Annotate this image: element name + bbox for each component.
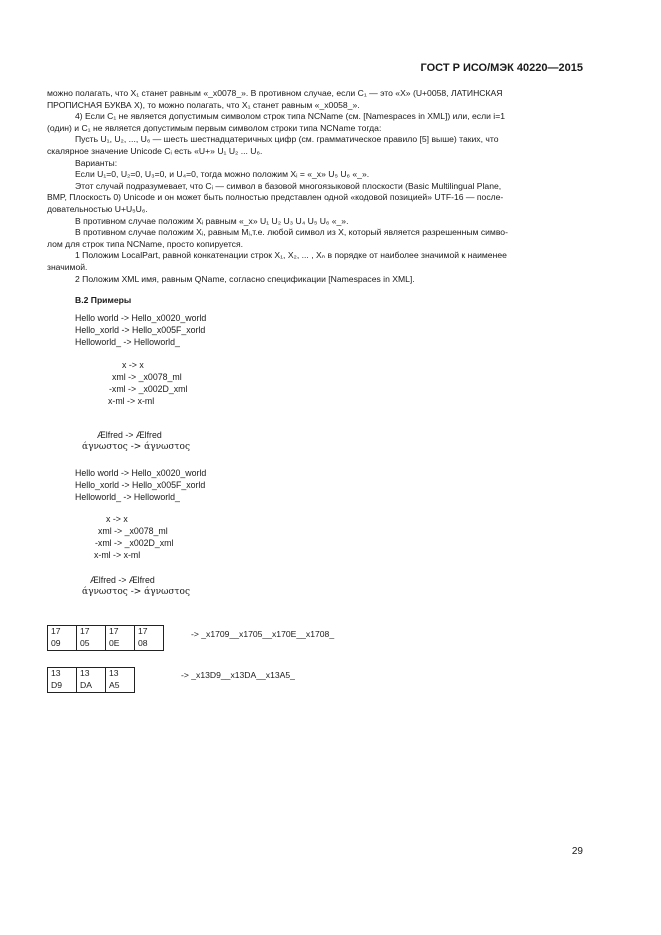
paragraph-line: ПРОПИСНАЯ БУКВА X), то можно полагать, что X₁ станет равным «_x0058_». [47,99,360,110]
paragraph-line: можно полагать, что X₁ станет равным «_x0078_». В противном случае, если C₁ — это «X» (U+0058, ЛАТИНСКАЯ [47,88,503,98]
example-line: Hello world -> Hello_x0020_world [75,468,207,478]
hex-cell: 17 08 [135,626,164,651]
example-line: xml -> _x0078_ml [98,526,168,536]
hex-table-1 [47,625,164,651]
example-line: x -> x [106,514,128,524]
example-line: -xml -> _x002D_xml [109,384,188,394]
hex-table-2 [47,667,135,693]
paragraph-line: довательностью U+U₅U₆. [47,204,148,214]
hex-result-2: -> _x13D9__x13DA__x13A5_ [181,670,295,680]
paragraph-line: BMP, Плоскость 0) Unicode и он может быть полностью представлен одной «кодовой позицией» UTF-16 — после- [47,192,504,203]
paragraph-line: В противном случае положим Xᵢ, равным Mᵢ,т.е. любой символ из X, который является разрешенным симво- [75,227,508,238]
example-line: x-ml -> x-ml [108,396,155,406]
example-line: x -> x [122,360,144,370]
example-line: Helloworld_ -> Helloworld_ [75,492,180,502]
paragraph-line: (один) и C₁ не является допустимым первым символом строки типа NCName тогда: [47,122,382,133]
example-line: Ælfred -> Ælfred [90,575,155,585]
example-line: -xml -> _x002D_xml [95,538,174,548]
hex-cell: 17 09 [48,626,77,651]
paragraph-line: скалярное значение Unicode Cᵢ есть «U+» U₁ U₂ ... U₆. [47,146,263,156]
example-line: Helloworld_ -> Helloworld_ [75,337,180,347]
hex-result-1: -> _x1709__x1705__x170E__x1708_ [191,629,335,639]
hex-cell: 17 05 [77,626,106,651]
example-line: x-ml -> x-ml [94,550,141,560]
hex-cell: 13 DA [77,668,106,693]
example-line: άγνωστος -> άγνωστος [82,587,190,597]
paragraph-line: Если U₁=0, U₂=0, U₃=0, и U₄=0, тогда можно положим Xᵢ = «_x» U₅ U₆ «_». [75,169,370,180]
section-heading: В.2 Примеры [75,295,132,305]
paragraph-line: 4) Если C₁ не является допустимым символом строк типа NCName (см. [Namespaces in XML]) или, если i=1 [75,111,505,122]
paragraph-line: значимой. [47,262,88,272]
example-line: άγνωστος -> άγνωστος [82,442,190,452]
paragraph-line: 2 Положим XML имя, равным QName, согласно спецификации [Namespaces in XML]. [75,273,415,284]
paragraph-line: Пусть U₁, U₂, ..., U₆ — шесть шестнадцатеричных цифр (см. грамматическое правило [5] выше) таких, что [75,134,499,145]
example-line: xml -> _x0078_ml [112,372,182,382]
example-line: Hello world -> Hello_x0020_world [75,313,207,323]
hex-cell: 13 A5 [106,668,135,693]
example-line: Ælfred -> Ælfred [97,430,162,440]
hex-cell: 13 D9 [48,668,77,693]
paragraph-line: Варианты: [75,157,118,168]
hex-cell: 17 0E [106,626,135,651]
page-number: 29 [571,846,583,857]
paragraph-line: Этот случай подразумевает, что Cᵢ — символ в базовой многоязыковой плоскости (Basic Multilingual Plane, [75,180,502,191]
paragraph-line: В противном случае положим Xᵢ равным «_x» U₁ U₂ U₃ U₄ U₅ U₆ «_». [75,215,349,226]
paragraph-line: 1 Положим LocalPart, равной конкатенации строк X₁, X₂, ... , Xₙ в порядке от наиболее значимой к наименее [75,250,507,261]
paragraph-line: лом для строк типа NCName, просто копируется. [47,238,244,249]
document-header: ГОСТ Р ИСО/МЭК 40220—2015 [420,62,583,74]
example-line: Hello_xorld -> Hello_x005F_xorld [75,480,206,490]
example-line: Hello_xorld -> Hello_x005F_xorld [75,325,206,335]
